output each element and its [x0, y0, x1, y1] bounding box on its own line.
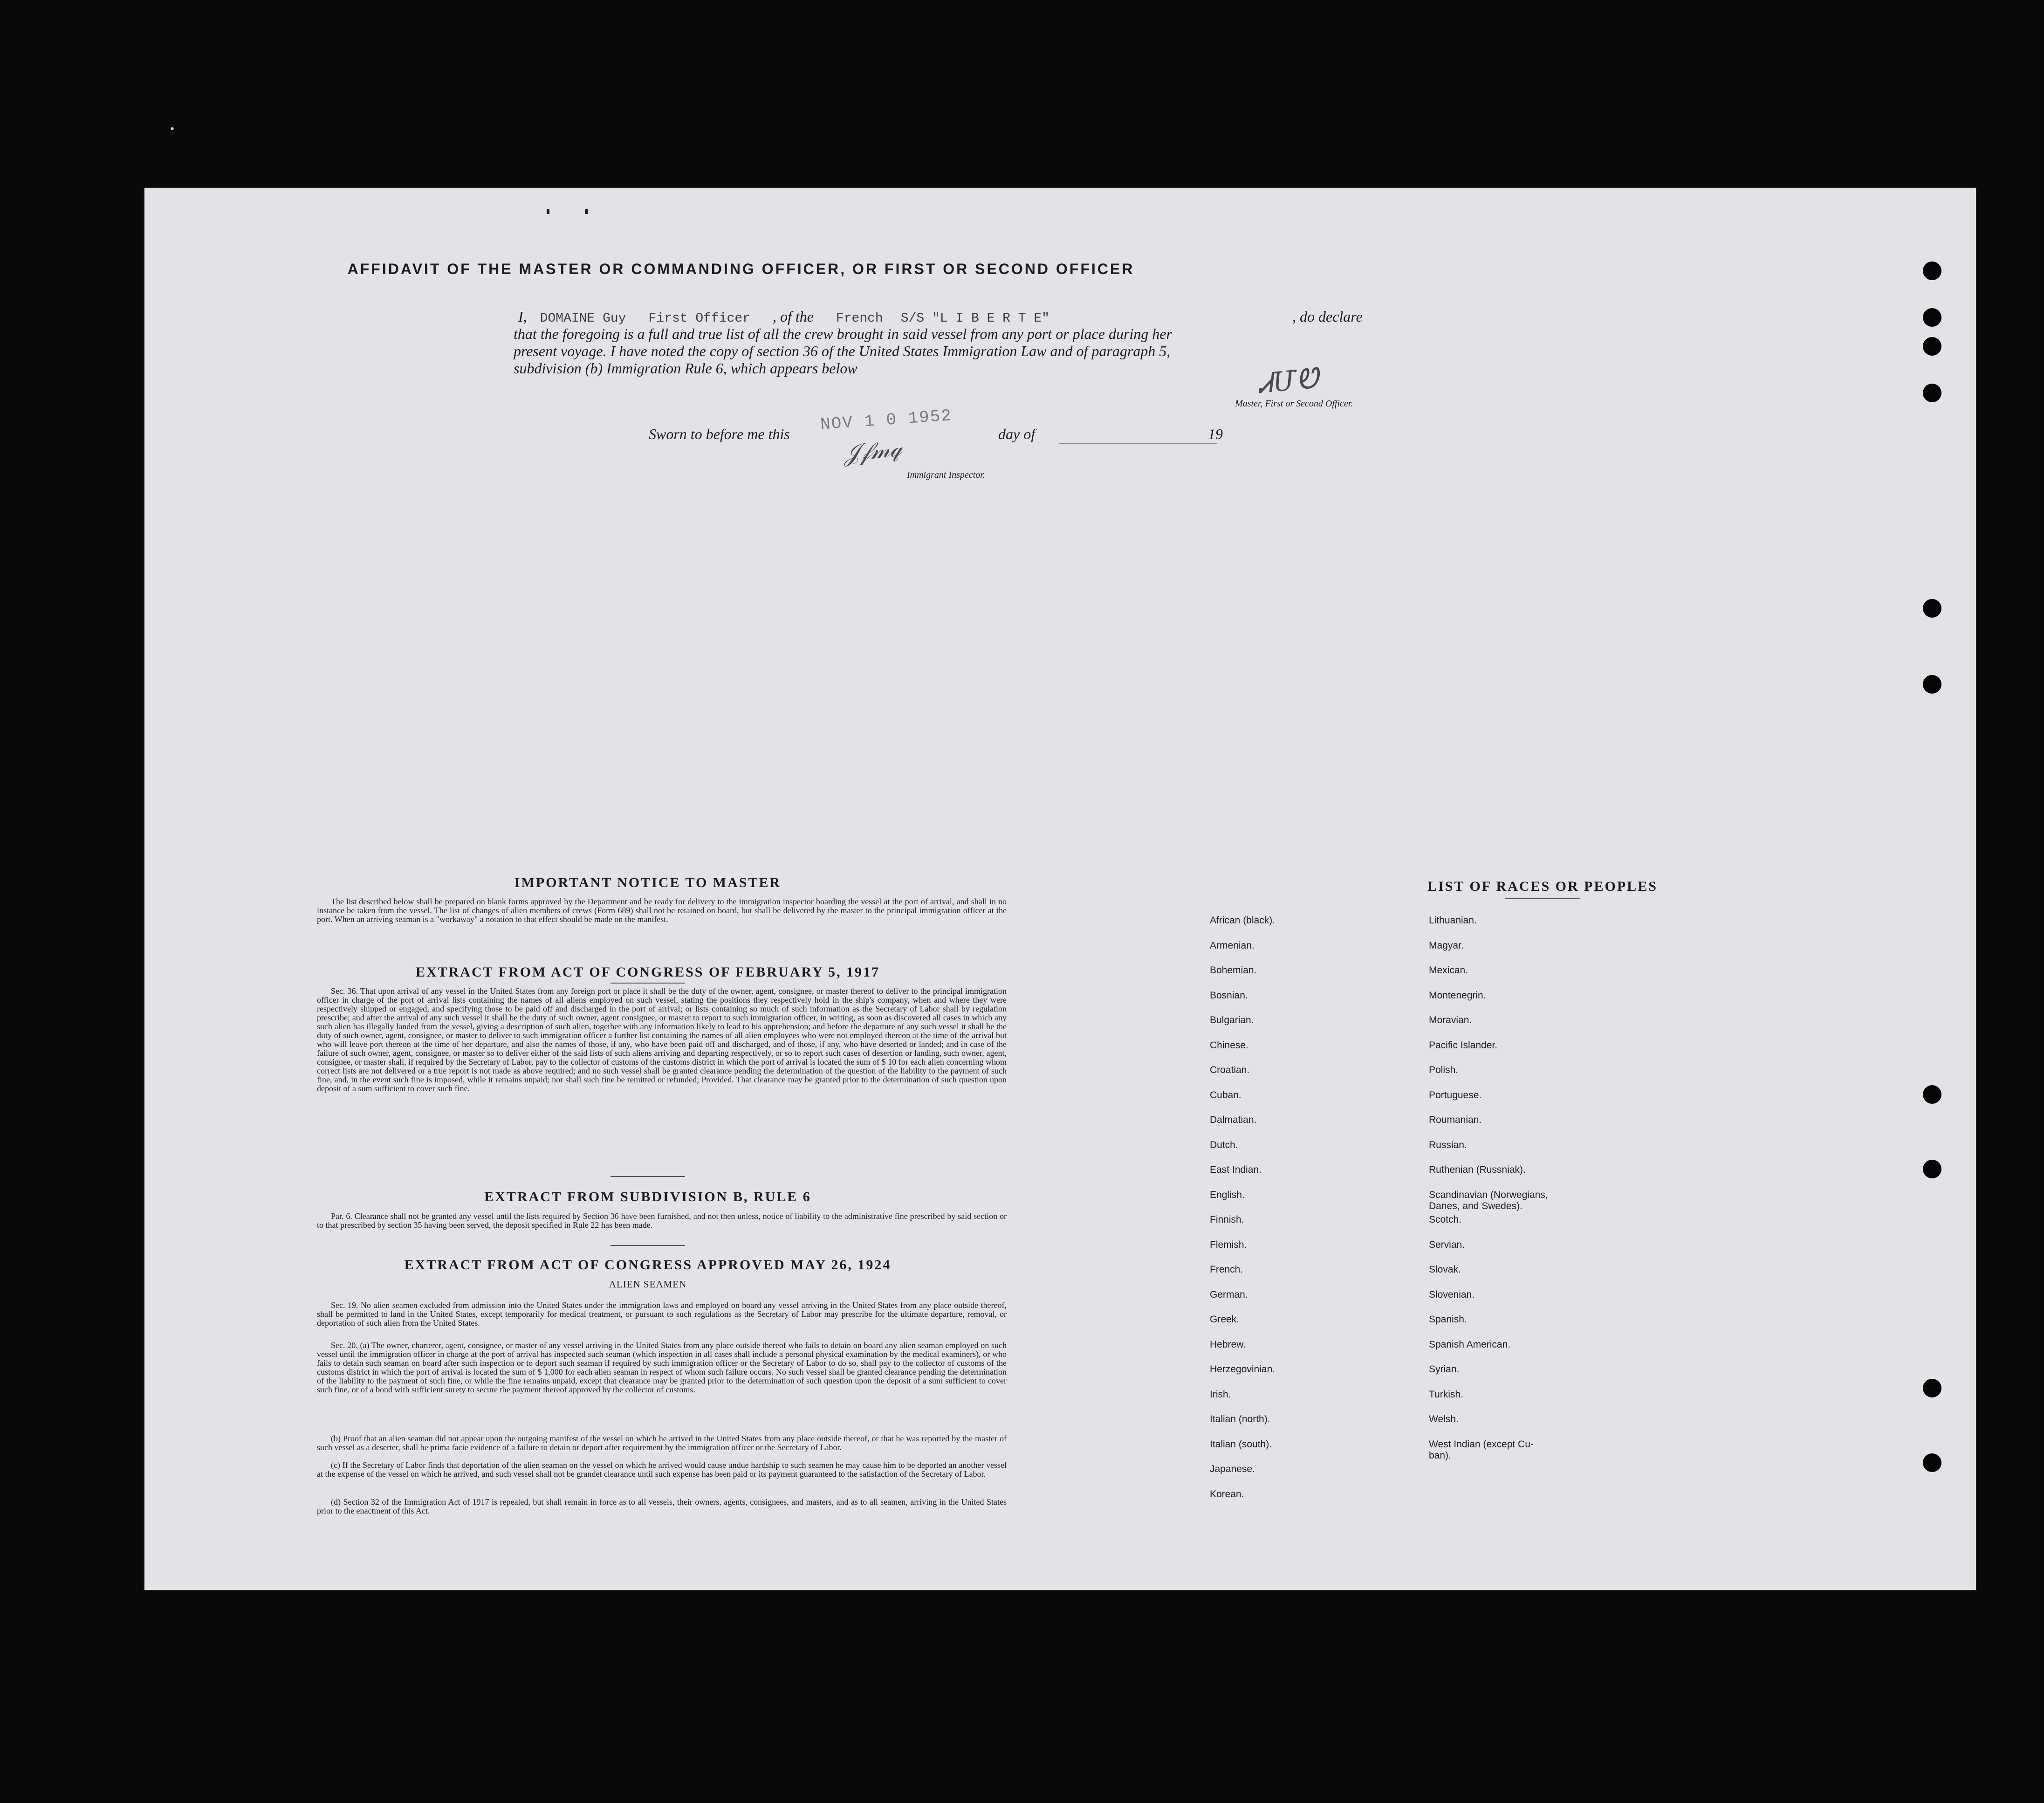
- race-item: Finnish.: [1210, 1214, 1244, 1225]
- act-1924-paragraph: Sec. 19. No alien seamen excluded from admission into the United States under the immigration laws and employed on board any vessel arriving in the United States from any place outside thereof, shall be permitted to land in the United States, except temporarily for medical treatment, or pursuant to such regulations as the Secretary of Labor may prescribe for the ultimate departure, removal, or deportation of such alien from the United States.: [317, 1301, 1007, 1328]
- race-item: French.: [1210, 1264, 1243, 1275]
- act-1924-paragraph: (c) If the Secretary of Labor finds that deportation of the alien seaman on the vessel on which he arrived would cause undue hardship to such seamen he may cause him to be deported an another vessel at the expense of the vessel on which he arrived, and such vessel shall not be grandet clearance until such expense has been paid or its payment guaranteed to the satisfaction of the Secretary of Labor.: [317, 1460, 1007, 1479]
- film-edge-mark: •: [170, 122, 175, 136]
- race-item: East Indian.: [1210, 1164, 1262, 1175]
- race-item: Irish.: [1210, 1389, 1231, 1400]
- declaration-line-1: [518, 308, 1049, 326]
- race-item: Bulgarian.: [1210, 1015, 1254, 1025]
- race-item: Magyar.: [1429, 940, 1464, 951]
- race-item: West Indian (except Cu- ban).: [1429, 1438, 1534, 1461]
- rule-6-text: Par. 6. Clearance shall not be granted any vessel until the lists required by Section 36 have been furnished, and not then unless, notice of liability to the administrative fine prescribed by said section or to that prescribed by section 35 having been served, the deposit specified in Rule 22 has been made.: [317, 1211, 1007, 1230]
- act-1917-title: EXTRACT FROM ACT OF CONGRESS OF FEBRUARY 5, 1917: [415, 964, 880, 980]
- race-item: Japanese.: [1210, 1464, 1255, 1474]
- punch-hole: [1923, 384, 1941, 402]
- race-item: Herzegovinian.: [1210, 1364, 1276, 1375]
- race-item: Russian.: [1429, 1139, 1467, 1150]
- race-item: Dutch.: [1210, 1139, 1238, 1150]
- race-item: Armenian.: [1210, 940, 1255, 951]
- punch-hole: [1923, 599, 1941, 618]
- race-item: Slovak.: [1429, 1264, 1461, 1275]
- race-item: Korean.: [1210, 1488, 1244, 1500]
- race-item: Croatian.: [1210, 1065, 1250, 1075]
- sworn-text: Sworn to before me this: [649, 426, 790, 442]
- punch-hole: [1923, 1379, 1941, 1397]
- race-item: Scotch.: [1429, 1214, 1462, 1225]
- notice-text: The list described below shall be prepared on blank forms approved by the Department and be ready for delivery to the immigration inspector boarding the vessel at the port of arrival, and shall in no instance be taken from the vessel. The list of changes of alien members of crews (Form 689) shall not be retained on board, but shall be delivered by the master to the principal immigration officer at the port. When an arriving seaman is a "workaway" a notation to that effect should be made on the manifest.: [317, 897, 1007, 924]
- punch-hole: [1923, 1160, 1941, 1178]
- vessel-name: S/S "L I B E R T E": [900, 311, 1050, 326]
- race-item: Portuguese.: [1429, 1089, 1482, 1101]
- officer-signature: ᏗՄᏬ: [1256, 363, 1320, 399]
- race-item: Scandinavian (Norwegians, Danes, and Swedes).: [1429, 1189, 1548, 1211]
- race-item: Servian.: [1429, 1239, 1465, 1250]
- act-1917-rule: [610, 983, 685, 984]
- declaration-prefix: I,: [518, 308, 527, 325]
- declaration-line-4: subdivision (b) Immigration Rule 6, which appears below: [514, 360, 857, 377]
- of-the-text: , of the: [772, 308, 814, 325]
- punch-hole: [1923, 337, 1941, 356]
- race-item: Ruthenian (Russniak).: [1429, 1164, 1526, 1175]
- punch-hole: [1923, 1085, 1941, 1104]
- race-item: Moravian.: [1429, 1015, 1472, 1025]
- act-1924-title: EXTRACT FROM ACT OF CONGRESS APPROVED MAY 26, 1924: [404, 1257, 892, 1273]
- punch-hole: [1923, 308, 1941, 327]
- race-item: Lithuanian.: [1429, 915, 1477, 926]
- races-title-rule: [1505, 898, 1580, 899]
- act-1924-paragraph: (b) Proof that an alien seaman did not appear upon the outgoing manifest of the vessel on which he arrived in the United States from any place outside thereof, or that he was reported by the master of such vessel as a deserter, shall be prima facie evidence of a failure to detain or deport after requirement by the immigration officer or the Secretary of Labor.: [317, 1434, 1007, 1452]
- race-item: Welsh.: [1429, 1414, 1459, 1425]
- act-1924-paragraph: (d) Section 32 of the Immigration Act of 1917 is repealed, but shall remain in force as to all vessels, their owners, agents, consignees, and masters, and as to all seamen, arriving in the United States prior to the enactment of this Act.: [317, 1497, 1007, 1515]
- race-item: Dalmatian.: [1210, 1115, 1257, 1125]
- race-item: Spanish.: [1429, 1314, 1467, 1325]
- top-tick-mark: [585, 209, 588, 214]
- officer-rank: First Officer: [648, 311, 750, 326]
- race-item: Roumanian.: [1429, 1115, 1482, 1125]
- race-item: Mexican.: [1429, 965, 1468, 976]
- affidavit-title: AFFIDAVIT OF THE MASTER OR COMMANDING OFFICER, OR FIRST OR SECOND OFFICER: [347, 261, 1135, 277]
- race-item: Bohemian.: [1210, 965, 1257, 976]
- inspector-signature: 𝒥𝒻𝓂𝓆: [842, 434, 903, 467]
- race-item: Italian (north).: [1210, 1414, 1270, 1425]
- race-item: Spanish American.: [1429, 1339, 1511, 1350]
- punch-hole: [1923, 1453, 1941, 1472]
- race-item: Montenegrin.: [1429, 990, 1486, 1001]
- race-item: Cuban.: [1210, 1089, 1241, 1101]
- race-item: Turkish.: [1429, 1389, 1463, 1400]
- act-1917-end-rule: [610, 1176, 685, 1177]
- races-list-right: [1429, 915, 1548, 1464]
- race-item: Hebrew.: [1210, 1339, 1246, 1350]
- form-sheet: [144, 188, 1976, 1590]
- rule-6-end-rule: [610, 1245, 685, 1246]
- declaration-line-2: that the foregoing is a full and true list of all the crew brought in said vessel from any port or place during her: [514, 325, 1172, 342]
- notice-title: IMPORTANT NOTICE TO MASTER: [514, 875, 782, 890]
- race-item: African (black).: [1210, 915, 1276, 926]
- day-of-text: day of: [998, 426, 1036, 442]
- race-item: Greek.: [1210, 1314, 1240, 1325]
- races-list-left: [1210, 915, 1275, 1514]
- race-item: Slovenian.: [1429, 1289, 1475, 1300]
- act-1924-paragraph: Sec. 20. (a) The owner, charterer, agent, consignee, or master of any vessel arriving in the United States from any place outside thereof who fails to detain on board any alien seaman employed on such vessel until the immigration officer in charge at the port of arrival has inspected such seaman (which inspection in all cases shall include a personal physical examination by the medical examiners), or who fails to detain such seaman on board after such inspection or to deport such seaman if required by such immigration officer or the Secretary of Labor to do so, shall pay to the collector of customs of the customs district in which the port of arrival is located the sum of $ 1,000 for each alien seaman in respect of whom such failure occurs. No such vessel shall be granted clearance pending the determination of the liability to the payment of such fine, or while the fine remains unpaid, except that clearance may be granted prior to the determination of such question upon the deposit of a sum sufficient to cover such fine, or of a bond with sufficient surety to secure the payment thereof approved by the collector of customs.: [317, 1341, 1007, 1394]
- year-prefix: 19: [1208, 426, 1223, 442]
- officer-name: DOMAINE Guy: [540, 311, 626, 326]
- act-1917-text: Sec. 36. That upon arrival of any vessel in the United States from any foreign port or place it shall be the duty of the owner, agent, consignee, or master thereof to deliver to the principal immigration officer in charge of the port of arrival lists containing the names of all aliens employed on such vessel, stating the positions they respectively hold in the ship's company, when and where they were respectively shipped or engaged, and specifying those to be paid off and discharged in the port of arrival; or lists containing so much of such information as the Secretary of Labor shall by regulation prescribe; and after the arrival of any such vessel it shall be the duty of such owner, agent consignee, or master to report to such immigration officer, in writing, as soon as discovered all cases in which any such alien has illegally landed from the vessel, giving a description of such alien, together with any information likely to lead to his apprehension; and before the departure of any such vessel it shall be the duty of such owner, agent, consignee, or master to deliver to such immigration officer a further list containing the names of all alien employees who were not employed thereon at the time of the arrival but who will leave port thereon at the time of her departure, and also the names of those, if any, who have been paid off and discharged, and of those, if any, who have deserted or landed; and in case of the failure of such owner, agent, consignee, or master so to deliver either of the said lists of such aliens arriving and departing respectively, or so to report such cases of desertion or landing, such owner, agent, consignee, or master shall, if required by the Secretary of Labor, pay to the collector of customs of the customs district in which the port of arrival is located the sum of $ 10 for each alien concerning whom correct lists are not delivered or a true report is not made as above required; and no such vessel shall be granted clearance pending the determination of the question of the liability to the payment of such fine, and, in the event such fine is imposed, while it remains unpaid; nor shall such fine be remitted or refunded; Provided. That clearance may be granted prior to the determination of such question upon deposit of a sum sufficient to cover such fine.: [317, 986, 1007, 1093]
- act-1924-subtitle: ALIEN SEAMEN: [609, 1279, 687, 1290]
- races-title: LIST OF RACES OR PEOPLES: [1427, 879, 1658, 894]
- race-item: Italian (south).: [1210, 1438, 1272, 1450]
- race-item: English.: [1210, 1189, 1245, 1200]
- date-stamp: NOV 1 0 1952: [819, 406, 953, 434]
- nationality: French: [836, 311, 883, 326]
- officer-signature-label: Master, First or Second Officer.: [1235, 399, 1353, 409]
- race-item: German.: [1210, 1289, 1248, 1300]
- do-declare-text: , do declare: [1292, 308, 1363, 325]
- punch-hole: [1923, 262, 1941, 280]
- punch-hole: [1923, 675, 1941, 694]
- race-item: Flemish.: [1210, 1239, 1247, 1250]
- race-item: Chinese.: [1210, 1039, 1248, 1051]
- declaration-line-3: present voyage. I have noted the copy of section 36 of the United States Immigration Law and of paragraph 5,: [514, 343, 1171, 359]
- race-item: Polish.: [1429, 1065, 1459, 1075]
- race-item: Pacific Islander.: [1429, 1039, 1498, 1051]
- race-item: Syrian.: [1429, 1364, 1460, 1375]
- top-tick-mark: [547, 209, 549, 214]
- inspector-label: Immigrant Inspector.: [907, 470, 985, 480]
- month-line: [1059, 443, 1217, 444]
- race-item: Bosnian.: [1210, 990, 1248, 1001]
- rule-6-title: EXTRACT FROM SUBDIVISION B, RULE 6: [484, 1189, 811, 1204]
